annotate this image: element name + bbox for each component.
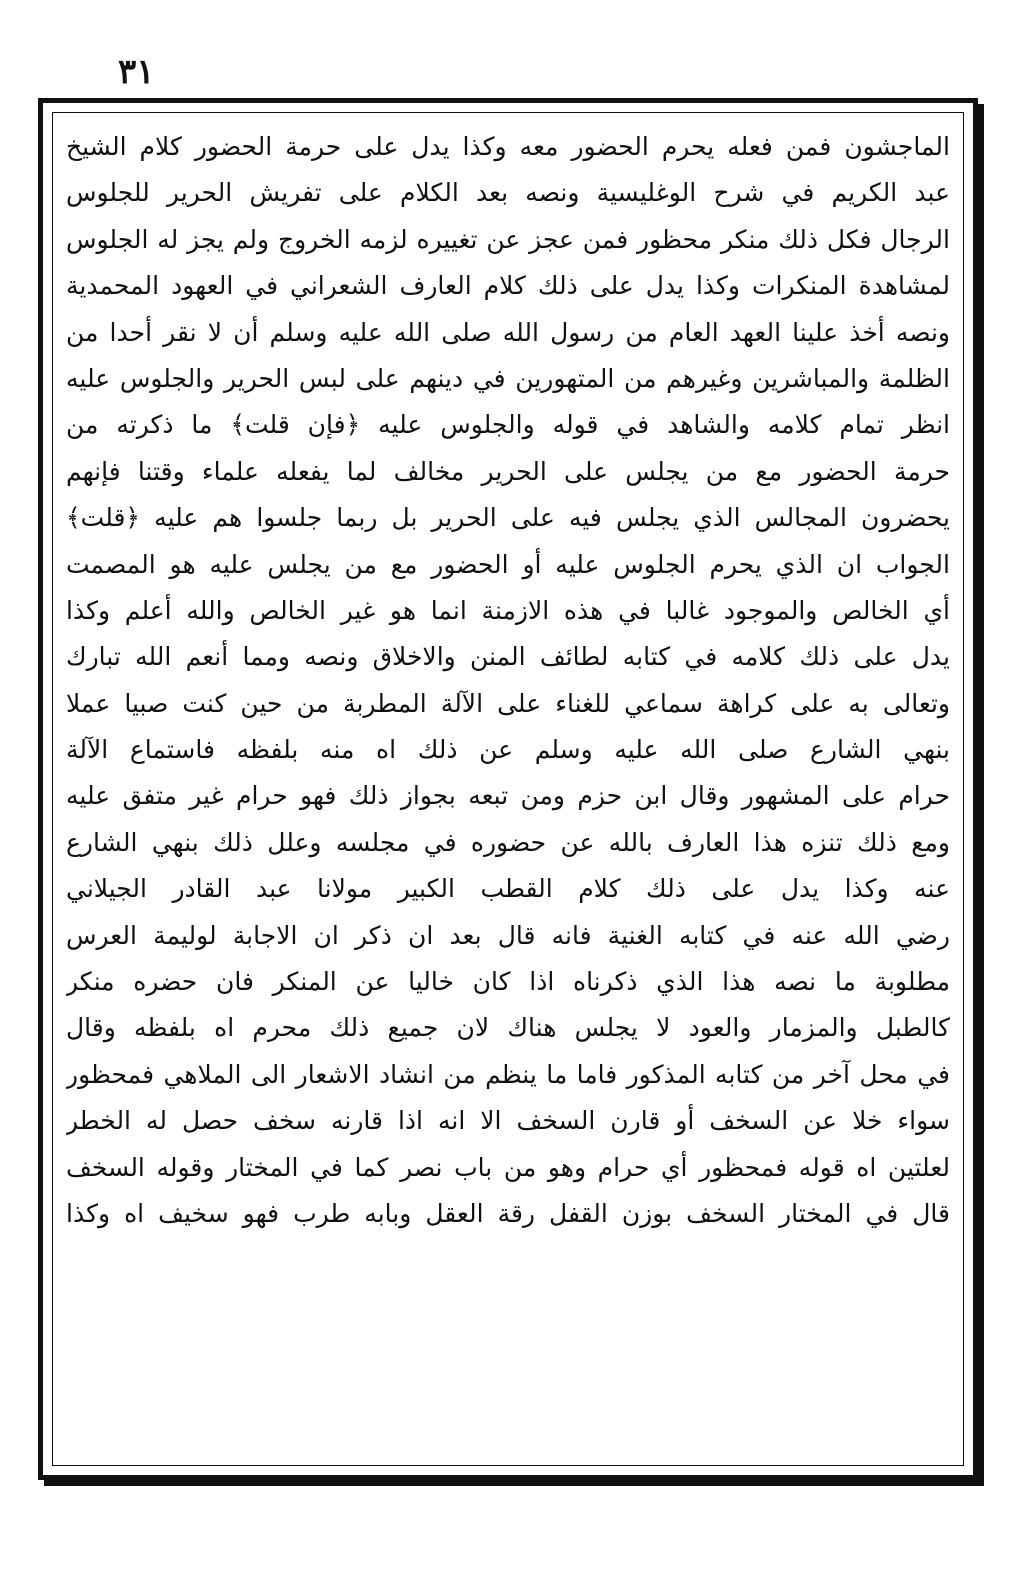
text-line: حرمة الحضور مع من يجلس على الحرير مخالف لما يفعله علماء وقتنا فإنهم — [66, 456, 950, 486]
text-line: لعلتين اه قوله فمحظور أي حرام وهو من باب نصر كما في المختار وقوله السخف — [66, 1152, 950, 1182]
text-line: كالطبل والمزمار والعود لا يجلس هناك لان جميع ذلك محرم اه بلفظه وقال — [66, 1013, 950, 1043]
text-line: عبد الكريم في شرح الوغليسية ونصه بعد الكلام على تفريش الحرير للجلوس — [66, 178, 950, 208]
text-line: الظلمة والمباشرين وغيرهم من المتهورين في دينهم على لبس الحرير والجلوس عليه — [66, 363, 950, 393]
text-line: يدل على ذلك كلامه في كتابه لطائف المنن والاخلاق ونصه ومما أنعم الله تبارك — [66, 642, 950, 672]
text-line: ومع ذلك تنزه هذا العارف بالله عن حضوره في مجلسه وعلل ذلك بنهي الشارع — [66, 827, 950, 857]
arabic-text-body — [66, 124, 950, 1456]
text-line: في محل آخر من كتابه المذكور فاما ما ينظم من انشاد الاشعار الى الملاهي فمحظور — [66, 1059, 950, 1089]
text-line: سواء خلا عن السخف أو قارن السخف الا انه اذا قارنه سخف حصل له الخطر — [66, 1106, 950, 1136]
text-line: يحضرون المجالس الذي يجلس فيه على الحرير بل ربما جلسوا هم عليه ﴿قلت﴾ — [66, 503, 950, 533]
text-line: أي الخالص والموجود غالبا في هذه الازمنة انما هو غير الخالص والله أعلم وكذا — [66, 595, 950, 625]
text-line: الماجشون فمن فعله يحرم الحضور معه وكذا يدل على حرمة الحضور كلام الشيخ — [66, 132, 950, 161]
text-line: قال في المختار السخف بوزن القفل رقة العقل وبابه طرب فهو سخيف اه وكذا — [66, 1198, 950, 1228]
text-line: بنهي الشارع صلى الله عليه وسلم عن ذلك اه منه بلفظه فاستماع الآلة — [66, 735, 950, 765]
text-line: حرام على المشهور وقال ابن حزم ومن تبعه بجواز ذلك فهو حرام غير متفق عليه — [66, 781, 950, 811]
text-line: الرجال فكل ذلك منكر محظور فمن عجز عن تغييره لزمه الخروج ولم يجز له الجلوس — [66, 224, 950, 254]
text-line: عنه وكذا يدل على ذلك كلام القطب الكبير مولانا عبد القادر الجيلاني — [66, 874, 950, 904]
frame-shadow-right — [978, 104, 984, 1486]
text-line: مطلوبة ما نصه هذا الذي ذكرناه اذا كان خاليا عن المنكر فان حضره منكر — [66, 967, 950, 997]
text-line: ونصه أخذ علينا العهد العام من رسول الله صلى الله عليه وسلم أن لا نقر أحدا من — [66, 317, 950, 347]
text-line: انظر تمام كلامه والشاهد في قوله والجلوس عليه ﴿فإن قلت﴾ ما ذكرته من — [66, 410, 950, 440]
text-line: لمشاهدة المنكرات وكذا يدل على ذلك كلام العارف الشعراني في العهود المحمدية — [66, 271, 950, 301]
text-line: الجواب ان الذي يحرم الجلوس عليه أو الحضور مع من يجلس عليه هو المصمت — [66, 549, 950, 579]
page-number: ٣١ — [118, 52, 155, 92]
frame-shadow-bottom — [44, 1480, 984, 1486]
text-line: رضي الله عنه في كتابه الغنية فانه قال بعد ان ذكر ان الاجابة لوليمة العرس — [66, 920, 950, 950]
text-line: وتعالى به على كراهة سماعي للغناء على الآلة المطربة من حين كنت صبيا عملا — [66, 688, 950, 718]
